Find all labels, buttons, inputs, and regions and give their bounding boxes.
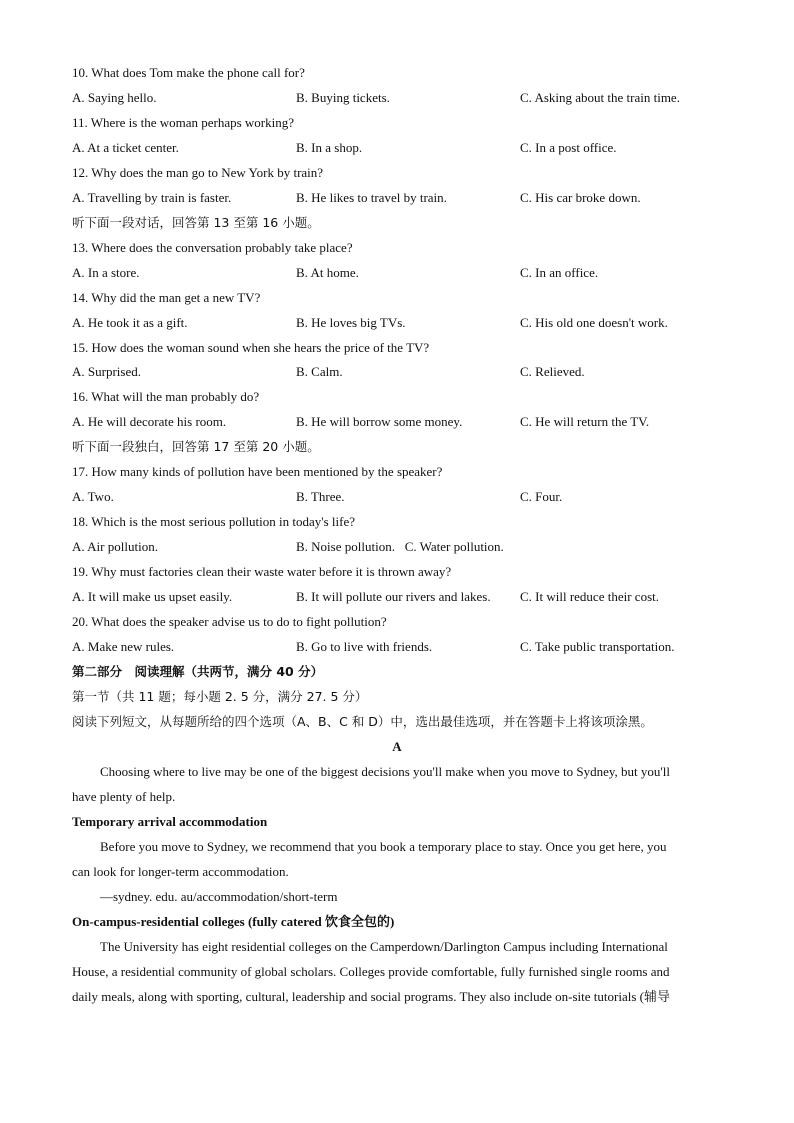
p1-line-2: can look for longer-term accommodation. — [72, 864, 289, 879]
option-b: B. He will borrow some money. — [296, 414, 463, 429]
option-c: C. In a post office. — [520, 140, 617, 155]
option-a: A. Travelling by train is faster. — [72, 190, 232, 205]
intro-line-2: have plenty of help. — [72, 789, 176, 804]
p2-line-3: daily meals, along with sporting, cultural, leadership and social programs. They also include on-site tutorials (辅导 — [72, 989, 670, 1004]
p2-line-1: The University has eight residential colleges on the Camperdown/Darlington Campus including International — [100, 939, 668, 954]
option-a: A. Air pollution. — [72, 539, 158, 554]
option-b: B. Calm. — [296, 364, 343, 379]
option-c: C. It will reduce their cost. — [520, 589, 659, 604]
option-a: A. Two. — [72, 489, 114, 504]
part2-title: 第二部分 阅读理解（共两节，满分 40 分） — [72, 664, 324, 679]
option-b: B. Three. — [296, 489, 345, 504]
option-a: A. Saying hello. — [72, 90, 157, 105]
question-13: 13. Where does the conversation probably take place? — [72, 240, 353, 255]
option-c: C. Asking about the train time. — [520, 90, 680, 105]
option-a: A. Surprised. — [72, 364, 141, 379]
option-c: C. He will return the TV. — [520, 414, 650, 429]
question-12: 12. Why does the man go to New York by train? — [72, 165, 324, 180]
question-18: 18. Which is the most serious pollution in today's life? — [72, 514, 356, 529]
question-14: 14. Why did the man get a new TV? — [72, 290, 261, 305]
instruction-17-20: 听下面一段独白，回答第 17 至第 20 小题。 — [72, 439, 320, 454]
option-b: B. Buying tickets. — [296, 90, 390, 105]
option-a: A. He took it as a gift. — [72, 315, 188, 330]
option-a: A. He will decorate his room. — [72, 414, 227, 429]
option-b-c: B. Noise pollution. C. Water pollution. — [296, 539, 504, 554]
p2-line-2: House, a residential community of global scholars. Colleges provide comfortable, fully furnished single rooms and — [72, 964, 670, 979]
option-b: B. In a shop. — [296, 140, 363, 155]
question-17: 17. How many kinds of pollution have been mentioned by the speaker? — [72, 464, 443, 479]
heading-residential-colleges: On-campus-residential colleges (fully catered 饮食全包的) — [72, 914, 395, 929]
passage-label: A — [392, 739, 402, 754]
question-19: 19. Why must factories clean their waste water before it is thrown away? — [72, 564, 452, 579]
option-a: A. It will make us upset easily. — [72, 589, 233, 604]
section1-title: 第一节（共 11 题；每小题 2. 5 分，满分 27. 5 分） — [72, 689, 368, 704]
option-c: C. Relieved. — [520, 364, 585, 379]
question-16: 16. What will the man probably do? — [72, 389, 260, 404]
option-b: B. At home. — [296, 265, 359, 280]
option-b: B. Go to live with friends. — [296, 639, 433, 654]
option-c: C. His old one doesn't work. — [520, 315, 668, 330]
p1-line-1: Before you move to Sydney, we recommend that you book a temporary place to stay. Once you get here, you — [100, 839, 667, 854]
option-a: A. At a ticket center. — [72, 140, 179, 155]
option-a: A. In a store. — [72, 265, 140, 280]
option-a: A. Make new rules. — [72, 639, 175, 654]
option-c: C. Four. — [520, 489, 563, 504]
source-link: —sydney. edu. au/accommodation/short-term — [100, 889, 338, 904]
question-10: 10. What does Tom make the phone call for? — [72, 65, 305, 80]
question-20: 20. What does the speaker advise us to do to fight pollution? — [72, 614, 387, 629]
instruction-13-16: 听下面一段对话，回答第 13 至第 16 小题。 — [72, 215, 320, 230]
reading-instruction: 阅读下列短文，从每题所给的四个选项（A、B、C 和 D）中，选出最佳选项，并在答题卡上将该项涂黑。 — [72, 714, 653, 729]
option-b: B. He likes to travel by train. — [296, 190, 447, 205]
option-c: C. In an office. — [520, 265, 599, 280]
question-15: 15. How does the woman sound when she hears the price of the TV? — [72, 340, 430, 355]
option-c: C. Take public transportation. — [520, 639, 675, 654]
option-c: C. His car broke down. — [520, 190, 641, 205]
question-11: 11. Where is the woman perhaps working? — [72, 115, 295, 130]
option-b: B. He loves big TVs. — [296, 315, 406, 330]
intro-line-1: Choosing where to live may be one of the biggest decisions you'll make when you move to Sydney, but you'll — [100, 764, 670, 779]
heading-temporary-accommodation: Temporary arrival accommodation — [72, 814, 268, 829]
option-b: B. It will pollute our rivers and lakes. — [296, 589, 491, 604]
